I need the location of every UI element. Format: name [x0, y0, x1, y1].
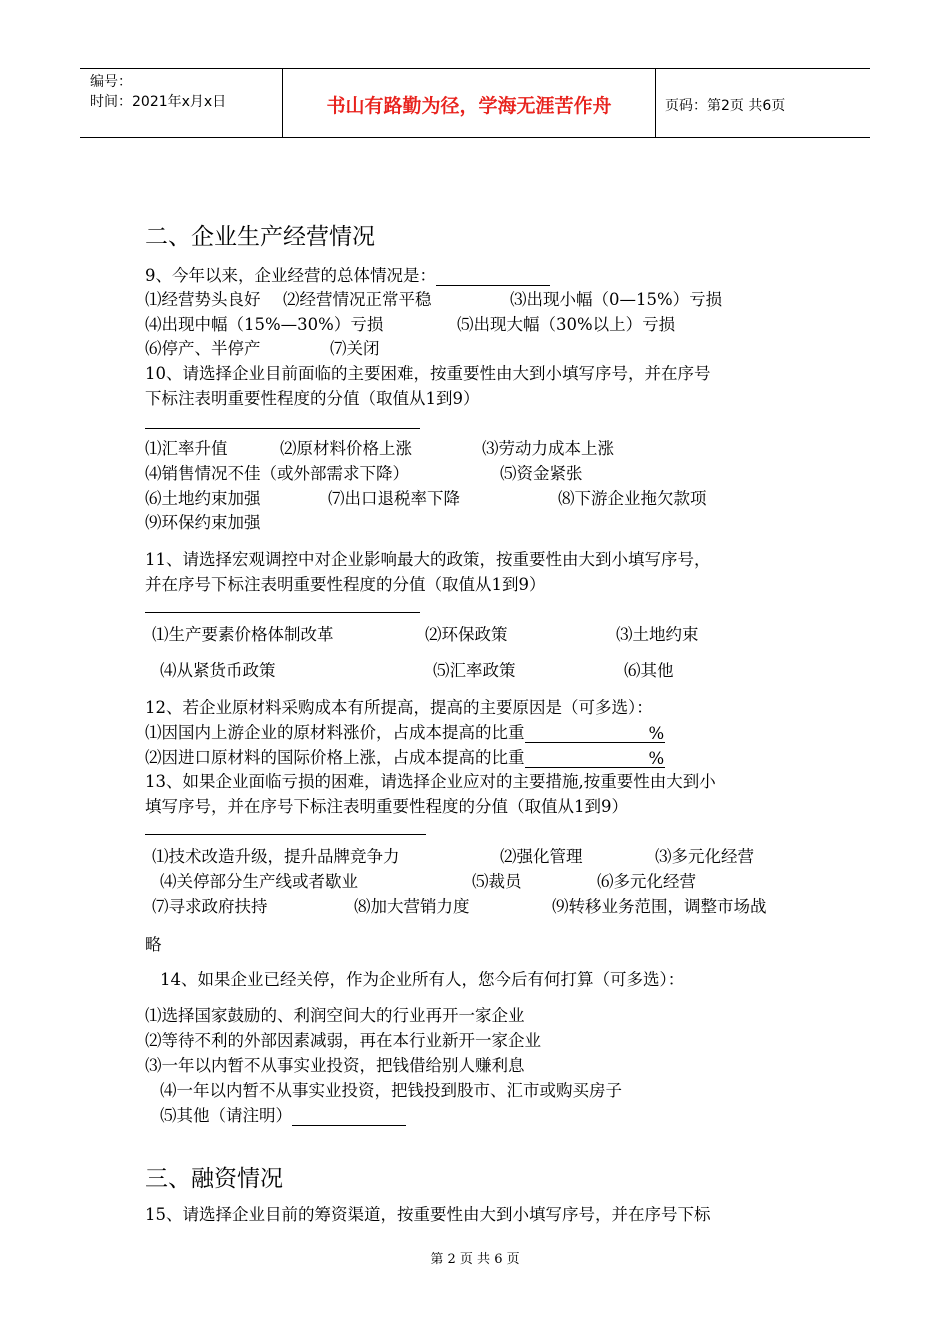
q10-option-7[interactable]: ⑺出口退税率下降	[328, 489, 460, 508]
section-title-financing: 三、融资情况	[145, 1166, 283, 1192]
q11-question-line2: 并在序号下标注表明重要性程度的分值（取值从1到9）	[145, 575, 546, 594]
number-label: 编号：	[90, 74, 132, 90]
q9-option-5[interactable]: ⑸出现大幅（30%以上）亏损	[457, 315, 676, 334]
q9-option-1[interactable]: ⑴经营势头良好	[145, 290, 261, 309]
q14-option-5[interactable]	[160, 1102, 406, 1126]
q13-option-9-wrap: 略	[145, 935, 162, 954]
q10-question-line1: 10、请选择企业目前面临的主要困难，按重要性由大到小填写序号，并在序号	[145, 364, 711, 383]
q11-option-2[interactable]: ⑵环保政策	[425, 625, 508, 644]
q10-question-line2: 下标注表明重要性程度的分值（取值从1到9）	[145, 389, 480, 408]
q11-option-4[interactable]: ⑷从紧货币政策	[160, 661, 276, 680]
q9-option-6[interactable]: ⑹停产、半停产	[145, 339, 261, 358]
q9-question	[145, 262, 550, 286]
page-header	[80, 68, 870, 138]
q15-question: 15、请选择企业目前的筹资渠道，按重要性由大到小填写序号，并在序号下标	[145, 1205, 711, 1224]
q13-question-line2: 填写序号，并在序号下标注表明重要性程度的分值（取值从1到9）	[145, 797, 628, 816]
q12-option-1-unit: %	[648, 724, 665, 743]
q13-option-4[interactable]: ⑷关停部分生产线或者歇业	[160, 872, 358, 891]
q13-option-7[interactable]: ⑺寻求政府扶持	[152, 897, 268, 916]
q14-option-1[interactable]: ⑴选择国家鼓励的、利润空间大的行业再开一家企业	[145, 1006, 525, 1025]
section-title-production: 二、企业生产经营情况	[145, 224, 375, 250]
q14-option-3[interactable]: ⑶一年以内暂不从事实业投资，把钱借给别人赚利息	[145, 1056, 525, 1075]
q14-question: 14、如果企业已经关停，作为企业所有人，您今后有何打算（可多选）：	[160, 970, 685, 989]
q12-option-2-blank[interactable]	[525, 749, 649, 768]
q11-option-3[interactable]: ⑶土地约束	[616, 625, 699, 644]
q13-answer-line[interactable]	[145, 834, 426, 835]
q9-option-4[interactable]: ⑷出现中幅（15%—30%）亏损	[145, 315, 384, 334]
q13-question-line1: 13、如果企业面临亏损的困难，请选择企业应对的主要措施,按重要性由大到小	[145, 772, 716, 791]
header-page-cell	[655, 69, 870, 137]
q11-option-6[interactable]: ⑹其他	[624, 661, 674, 680]
q11-question-line1: 11、请选择宏观调控中对企业影响最大的政策，按重要性由大到小填写序号，	[145, 550, 711, 569]
motto: 书山有路勤为径，学海无涯苦作舟	[326, 95, 612, 117]
q9-answer-blank[interactable]	[436, 267, 550, 286]
q14-other-blank[interactable]	[292, 1107, 406, 1126]
q13-option-8[interactable]: ⑻加大营销力度	[354, 897, 470, 916]
q10-option-4[interactable]: ⑷销售情况不佳（或外部需求下降）	[145, 464, 409, 483]
q10-option-6[interactable]: ⑹土地约束加强	[145, 489, 261, 508]
header-motto-cell	[282, 69, 656, 137]
q12-option-1-text: ⑴因国内上游企业的原材料涨价，占成本提高的比重	[145, 723, 525, 742]
q10-answer-line[interactable]	[145, 428, 420, 429]
q10-option-3[interactable]: ⑶劳动力成本上涨	[482, 439, 614, 458]
q12-option-2-text: ⑵因进口原材料的国际价格上涨，占成本提高的比重	[145, 748, 525, 767]
q13-option-5[interactable]: ⑸裁员	[472, 872, 522, 891]
q11-option-1[interactable]: ⑴生产要素价格体制改革	[152, 625, 334, 644]
header-meta-cell	[80, 69, 282, 137]
q10-option-2[interactable]: ⑵原材料价格上涨	[280, 439, 412, 458]
q14-option-4[interactable]: ⑷一年以内暂不从事实业投资，把钱投到股市、汇市或购买房子	[160, 1081, 622, 1100]
q12-option-2-unit: %	[648, 749, 665, 768]
date-label: 时间：2021年x月x日	[90, 94, 227, 110]
q9-text: 9、今年以来，企业经营的总体情况是：	[145, 266, 436, 285]
q10-option-5[interactable]: ⑸资金紧张	[500, 464, 583, 483]
q14-option-5-text: ⑸其他（请注明）	[160, 1106, 292, 1125]
page-footer: 第 2 页 共 6 页	[430, 1252, 520, 1267]
q13-option-2[interactable]: ⑵强化管理	[500, 847, 583, 866]
q14-option-2[interactable]: ⑵等待不利的外部因素减弱，再在本行业新开一家企业	[145, 1031, 541, 1050]
q11-option-5[interactable]: ⑸汇率政策	[433, 661, 516, 680]
q10-option-9[interactable]: ⑼环保约束加强	[145, 513, 261, 532]
q10-option-1[interactable]: ⑴汇率升值	[145, 439, 228, 458]
q12-option-1	[145, 719, 665, 743]
q9-option-7[interactable]: ⑺关闭	[330, 339, 380, 358]
q13-option-6[interactable]: ⑹多元化经营	[597, 872, 696, 891]
q9-option-3[interactable]: ⑶出现小幅（0—15%）亏损	[510, 290, 723, 309]
q13-option-3[interactable]: ⑶多元化经营	[655, 847, 754, 866]
page-info: 页码：第2页 共6页	[665, 98, 786, 114]
q13-option-1[interactable]: ⑴技术改造升级，提升品牌竞争力	[152, 847, 400, 866]
q12-question: 12、若企业原材料采购成本有所提高，提高的主要原因是（可多选）：	[145, 698, 653, 717]
q12-option-2	[145, 744, 665, 768]
q13-option-9[interactable]: ⑼转移业务范围，调整市场战	[552, 897, 767, 916]
q12-option-1-blank[interactable]	[525, 724, 649, 743]
q11-answer-line[interactable]	[145, 612, 420, 613]
q9-option-2[interactable]: ⑵经营情况正常平稳	[283, 290, 432, 309]
q10-option-8[interactable]: ⑻下游企业拖欠款项	[558, 489, 707, 508]
